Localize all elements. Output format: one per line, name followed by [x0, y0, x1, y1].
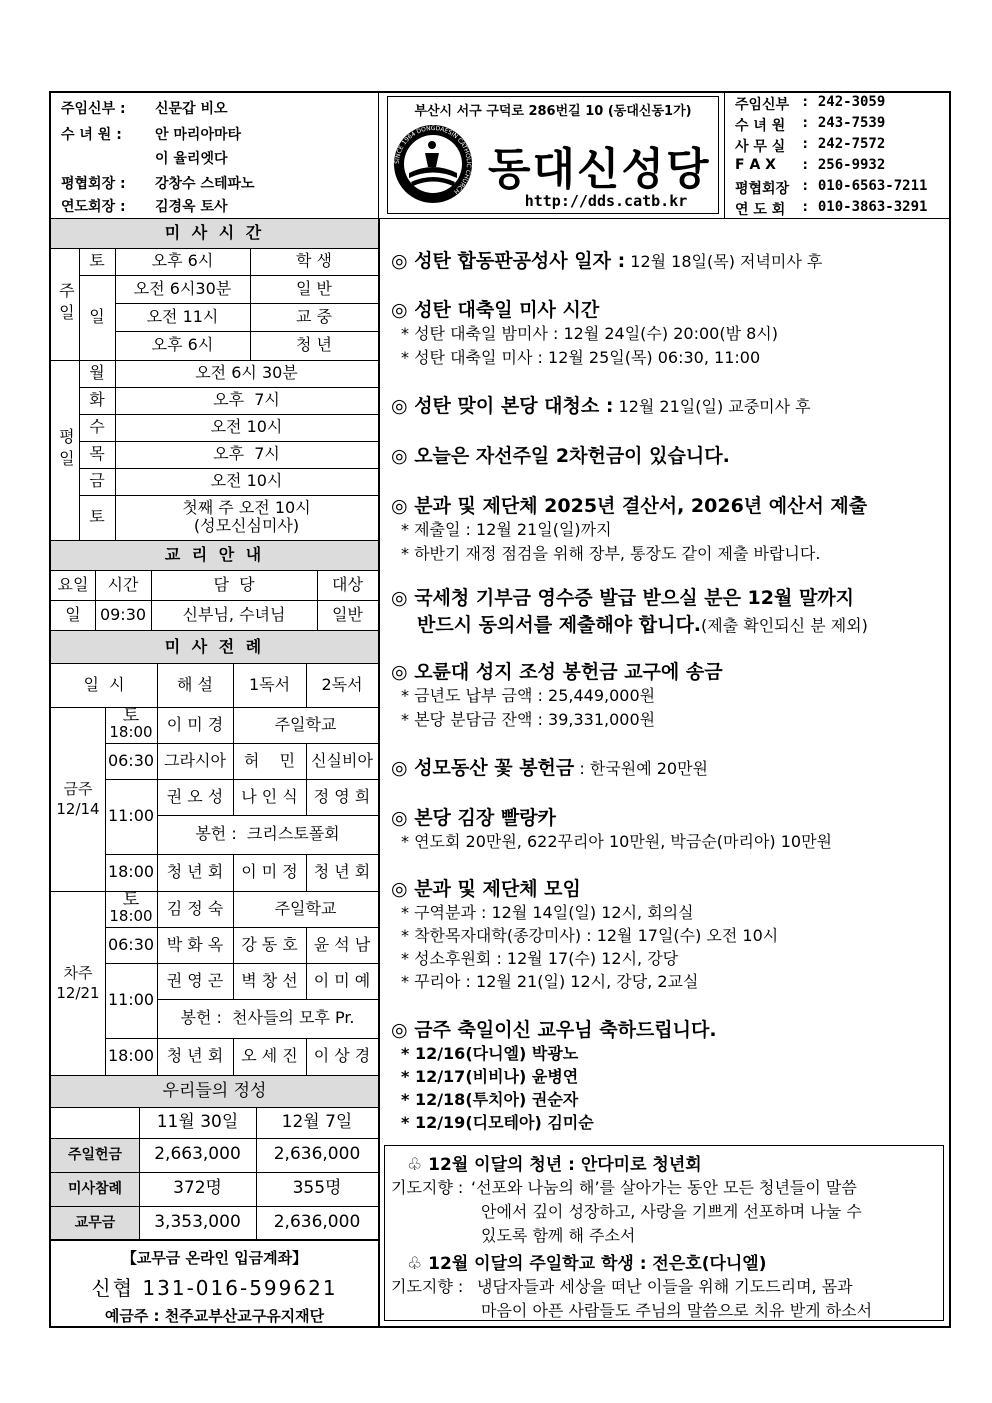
liturgy-week — [51, 891, 378, 1075]
mass-time-1800: 18:00 — [107, 1046, 155, 1066]
staff-label: 연도회장 : — [61, 199, 126, 215]
contact-value: : 243-7539 — [801, 115, 886, 131]
contact-label: 사 무 실 — [735, 139, 786, 155]
catechism-table — [51, 570, 378, 630]
mass-time-0630: 06:30 — [107, 750, 155, 770]
liturgy-header: 해 설 — [177, 674, 213, 694]
weekday-day: 목 — [89, 444, 105, 464]
offering-value: 3,353,000 — [154, 1211, 241, 1232]
notice-title: ◎ 금주 축일이신 교우님 축하드립니다. — [391, 1019, 717, 1041]
notice-inline: 12월 18일(목) 저녁미사 후 — [625, 252, 823, 271]
youth-line: 안에서 깊이 성장하고, 사랑을 기쁘게 선포하며 나눌 수 — [481, 1202, 862, 1221]
contact-value: : 242-3059 — [801, 94, 886, 110]
bank-holder: 예금주 : 천주교부산교구유지재단 — [104, 1307, 325, 1325]
bank-account: 신협 131-016-599621 — [91, 1276, 338, 1300]
youth-title: ♧ 12월 이달의 청년 : 안다미로 청년회 — [407, 1155, 702, 1175]
sat-day: 토 — [89, 251, 105, 271]
student-label: 기도지향 : — [391, 1277, 464, 1296]
weekday-group-label: 평일 — [56, 428, 76, 472]
catechism-header: 담 당 — [213, 574, 255, 594]
reader-2: 정 영 희 — [313, 786, 371, 806]
commentator: 청 년 회 — [166, 1046, 224, 1066]
sat-time-label: 18:00 — [109, 907, 153, 925]
notice-title: ◎ 성모동산 꽃 봉헌금 — [391, 757, 575, 779]
contact-value: : 242-7572 — [801, 136, 886, 152]
bank-title: 【교무금 온라인 입금계좌】 — [121, 1249, 308, 1267]
notice-title: ◎ 국세청 기부금 영수증 발급 받으실 분은 12월 말까지 — [391, 587, 855, 609]
notice-sub: * 제출일 : 12월 21일(일)까지 — [401, 520, 612, 539]
catechism-cell: 신부님, 수녀님 — [182, 604, 286, 624]
staff-value: 강창수 스테파노 — [155, 176, 255, 192]
weekday-time-main: 첫째 주 오전 10시 — [182, 498, 311, 517]
sun-day: 일 — [89, 307, 105, 327]
reader-1: 강 동 호 — [241, 934, 298, 954]
notice-sub: * 하반기 재정 점검을 위해 장부, 통장도 같이 제출 바랍니다. — [401, 544, 821, 563]
prayer-box — [384, 1145, 944, 1321]
contact-label: 연 도 회 — [735, 202, 786, 218]
sunday-group-label: 주일 — [56, 282, 76, 326]
mass-time: 오후 6시 — [151, 251, 214, 271]
liturgy-header: 1독서 — [248, 674, 291, 694]
notice-title: ◎ 오늘은 자선주일 2차헌금이 있습니다. — [391, 445, 730, 467]
weekday-day: 금 — [89, 471, 105, 491]
mass-time: 오후 6시 — [151, 335, 214, 355]
week-name: 금주 — [63, 780, 93, 798]
church-logo-icon — [392, 123, 474, 205]
weekday-time: 오전 10시 — [210, 417, 283, 437]
liturgy-header: 일 시 — [83, 674, 125, 694]
liturgy-title: 미 사 전 례 — [51, 631, 378, 663]
notice-flower-fund — [391, 753, 951, 780]
week-date: 12/21 — [56, 984, 100, 1002]
reader-2: 윤 석 남 — [313, 934, 371, 954]
notice-title: ◎ 분과 및 제단체 2025년 결산서, 2026년 예산서 제출 — [391, 495, 868, 517]
notice-sub: * 12/19(디모테아) 김미순 — [401, 1113, 594, 1132]
header — [51, 93, 949, 218]
reader-2: 이 미 예 — [313, 970, 371, 990]
week-name: 차주 — [63, 964, 93, 982]
notice-feast-days — [391, 1015, 951, 1134]
commentator: 그라시아 — [164, 750, 226, 770]
weekday-day: 화 — [89, 390, 105, 410]
staff-value: 안 마리아마타 — [155, 127, 242, 143]
bulletin-page — [49, 91, 951, 1328]
week-date: 12/14 — [56, 800, 100, 818]
notice-sub: * 착한목자대학(종강미사) : 12월 17일(수) 오전 10시 — [401, 926, 779, 945]
bank-info — [51, 1241, 378, 1326]
notice-shrine-fund — [391, 657, 951, 732]
notice-inline: 12월 21일(일) 교중미사 후 — [613, 397, 811, 416]
reader-1: 오 세 진 — [241, 1046, 298, 1066]
contact-label: F A X — [735, 157, 776, 173]
catechism-title: 교 리 안 내 — [51, 541, 378, 570]
sat-day-label: 토 — [122, 890, 140, 910]
church-url[interactable]: http://dds.catb.kr — [524, 192, 688, 210]
weekday-time: 오전 6시 30분 — [195, 363, 298, 383]
notice-sub: * 12/18(투치아) 권순자 — [401, 1090, 579, 1109]
student-title: ♧ 12월 이달의 주일학교 학생 : 전은호(다니엘) — [407, 1254, 767, 1274]
mass-time-1100: 11:00 — [107, 806, 155, 826]
commentator: 권 영 곤 — [166, 970, 224, 990]
student-line: 냉담자들과 세상을 떠난 이들을 위해 기도드리며, 몸과 — [477, 1277, 853, 1296]
sat-day-label: 토 — [122, 706, 140, 726]
offering-value: 2,636,000 — [273, 1211, 361, 1232]
sat-time — [105, 707, 157, 743]
notice-cleaning — [391, 391, 951, 418]
liturgy-table — [51, 663, 378, 1075]
church-title-box — [387, 96, 719, 214]
mass-target: 청 년 — [296, 335, 332, 355]
offering-value: 372명 — [173, 1178, 222, 1199]
commentator: 김 정 숙 — [166, 898, 224, 918]
notice-tax-receipt — [391, 583, 951, 637]
notice-kimchi — [391, 803, 951, 854]
staff-label: 주임신부 : — [61, 101, 126, 117]
staff-list — [51, 93, 379, 218]
notice-budget — [391, 491, 951, 566]
commentator: 이 미 경 — [166, 714, 224, 734]
reader-1: 나 인 식 — [241, 786, 298, 806]
catechism-header: 요일 — [57, 574, 89, 594]
notice-line2-note: (제출 확인되신 분 제외) — [701, 616, 868, 635]
reader-2: 청 년 회 — [313, 862, 371, 882]
notice-sub: * 금년도 납부 금액 : 25,449,000원 — [401, 686, 656, 705]
weekday-time: 오전 10시 — [210, 471, 283, 491]
offering-row-label: 미사참례 — [51, 1173, 139, 1206]
reader-2: 이 상 경 — [313, 1046, 371, 1066]
sat-time — [105, 891, 157, 927]
contact-value: : 010-6563-7211 — [801, 178, 928, 194]
offering-row-label: 주일헌금 — [51, 1139, 139, 1172]
commentator: 권 오 성 — [166, 786, 224, 806]
notice-line2: 반드시 동의서를 제출해야 합니다. — [417, 614, 702, 636]
mass-times-title: 미 사 시 간 — [51, 219, 378, 248]
notice-sub: * 12/17(비비나) 윤병연 — [401, 1067, 579, 1086]
reader: 주일학교 — [274, 714, 337, 734]
contact-label: 수 녀 원 — [735, 118, 786, 134]
staff-value: 이 율리엣다 — [155, 151, 228, 167]
weekday-time: 오후 7시 — [213, 444, 280, 464]
notice-title: ◎ 분과 및 제단체 모임 — [391, 878, 581, 900]
week-label — [51, 891, 105, 1075]
staff-value: 신문갑 비오 — [155, 101, 228, 117]
sat-time-label: 18:00 — [109, 723, 153, 741]
commentator: 청 년 회 — [166, 862, 224, 882]
offering-date: 11월 30일 — [156, 1111, 239, 1132]
commentator: 박 화 옥 — [166, 934, 224, 954]
notice-title: ◎ 성탄 합동판공성사 일자 : — [391, 250, 626, 272]
reader-1: 허 민 — [243, 750, 296, 770]
youth-line: ‘선포와 나눔의 해’를 살아가는 동안 모든 청년들이 말씀 — [471, 1178, 857, 1197]
youth-label: 기도지향 : — [391, 1178, 464, 1197]
offering-value: 2,636,000 — [273, 1144, 361, 1165]
weekday-time-note: (성모신심미사) — [193, 516, 300, 535]
contact-list — [731, 93, 949, 218]
offering-value: 355명 — [292, 1178, 342, 1199]
weekday-day: 월 — [89, 363, 105, 383]
address: 부산시 서구 구덕로 286번길 10 (동대신동1가) — [414, 104, 692, 119]
notice-charity — [391, 441, 951, 468]
notice-title: ◎ 성탄 맞이 본당 대청소 : — [391, 395, 614, 417]
contact-value: : 010-3863-3291 — [801, 199, 928, 215]
catechism-header: 대상 — [332, 574, 363, 594]
notice-meetings — [391, 874, 951, 993]
catechism-header: 시간 — [107, 574, 139, 594]
reader-1: 벽 창 선 — [241, 970, 298, 990]
staff-label: 평협회장 : — [61, 176, 126, 192]
notice-sub: * 연도회 20만원, 622꾸리아 10만원, 박금순(마리아) 10만원 — [401, 832, 832, 851]
contact-value: : 256-9932 — [801, 157, 886, 173]
mass-time-0630: 06:30 — [107, 934, 155, 954]
mass-time: 오전 11시 — [146, 306, 219, 326]
mass-time-1800: 18:00 — [107, 862, 155, 882]
mass-times-table — [51, 248, 378, 540]
catechism-cell: 09:30 — [99, 604, 147, 624]
notice-title: ◎ 오륜대 성지 조성 봉헌금 교구에 송금 — [391, 661, 723, 683]
staff-value: 김경옥 토사 — [155, 199, 228, 215]
youth-line: 있도록 함께 해 주소서 — [481, 1226, 636, 1245]
weekday-day: 수 — [89, 417, 105, 437]
notice-sub: * 구역분과 : 12월 14일(일) 12시, 회의실 — [401, 903, 694, 922]
mass-time-1100: 11:00 — [107, 990, 155, 1010]
offertory: 봉헌 : 크리스토폴회 — [195, 824, 340, 844]
weekday-day: 토 — [89, 507, 105, 527]
reader: 주일학교 — [274, 898, 337, 918]
notice-sub: * 성탄 대축일 미사 : 12월 25일(목) 06:30, 11:00 — [401, 348, 761, 367]
catechism-cell: 일 — [65, 604, 81, 624]
mass-target: 일 반 — [296, 278, 332, 298]
svg-text:SINCE 1964 DONGDAESIN CATHOLI: SINCE 1964 DONGDAESIN CATHOLIC CHURCH — [393, 124, 473, 195]
catechism-cell: 일반 — [332, 604, 363, 624]
notice-christmas-mass — [391, 295, 951, 370]
offering-title: 우리들의 정성 — [51, 1076, 378, 1107]
mass-time: 오전 6시30분 — [133, 278, 232, 298]
reader-1: 이 미 정 — [241, 862, 298, 882]
staff-label: 수 녀 원 : — [61, 127, 122, 143]
weekday-time: 오후 7시 — [213, 390, 280, 410]
notice-sub: * 성소후원회 : 12월 17(수) 12시, 강당 — [401, 949, 679, 968]
notice-title: ◎ 본당 김장 빨랑카 — [391, 807, 556, 829]
reader-2: 신실비아 — [311, 750, 373, 770]
offering-row-label: 교무금 — [51, 1207, 139, 1239]
liturgy-header: 2독서 — [321, 674, 363, 694]
notice-confession — [391, 246, 951, 273]
mass-target: 교 중 — [296, 306, 332, 326]
notice-sub: * 본당 분담금 잔액 : 39,331,000원 — [401, 710, 656, 729]
notice-sub: * 꾸리아 : 12월 21(일) 12시, 강당, 2교실 — [401, 972, 699, 991]
student-line: 마음이 아픈 사람들도 주님의 말씀으로 치유 받게 하소서 — [481, 1301, 873, 1320]
offertory: 봉헌 : 천사들의 모후 Pr. — [180, 1008, 355, 1028]
notice-inline: : 한국원예 20만원 — [574, 759, 709, 778]
church-name: 동대신성당 — [488, 144, 711, 195]
offering-value: 2,663,000 — [154, 1144, 241, 1165]
contact-label: 평협회장 — [735, 181, 790, 197]
weekday-time — [115, 495, 378, 540]
liturgy-week — [51, 707, 378, 891]
notice-sub: * 12/16(다니엘) 박광노 — [401, 1044, 579, 1063]
offering-date: 12월 7일 — [281, 1111, 353, 1132]
mass-target: 학 생 — [296, 251, 332, 271]
week-label — [51, 707, 105, 891]
notice-sub: * 성탄 대축일 밤미사 : 12월 24일(수) 20:00(밤 8시) — [401, 324, 778, 343]
notice-title: ◎ 성탄 대축일 미사 시간 — [391, 299, 600, 321]
contact-label: 주임신부 — [735, 97, 790, 113]
offering-table — [51, 1107, 378, 1239]
